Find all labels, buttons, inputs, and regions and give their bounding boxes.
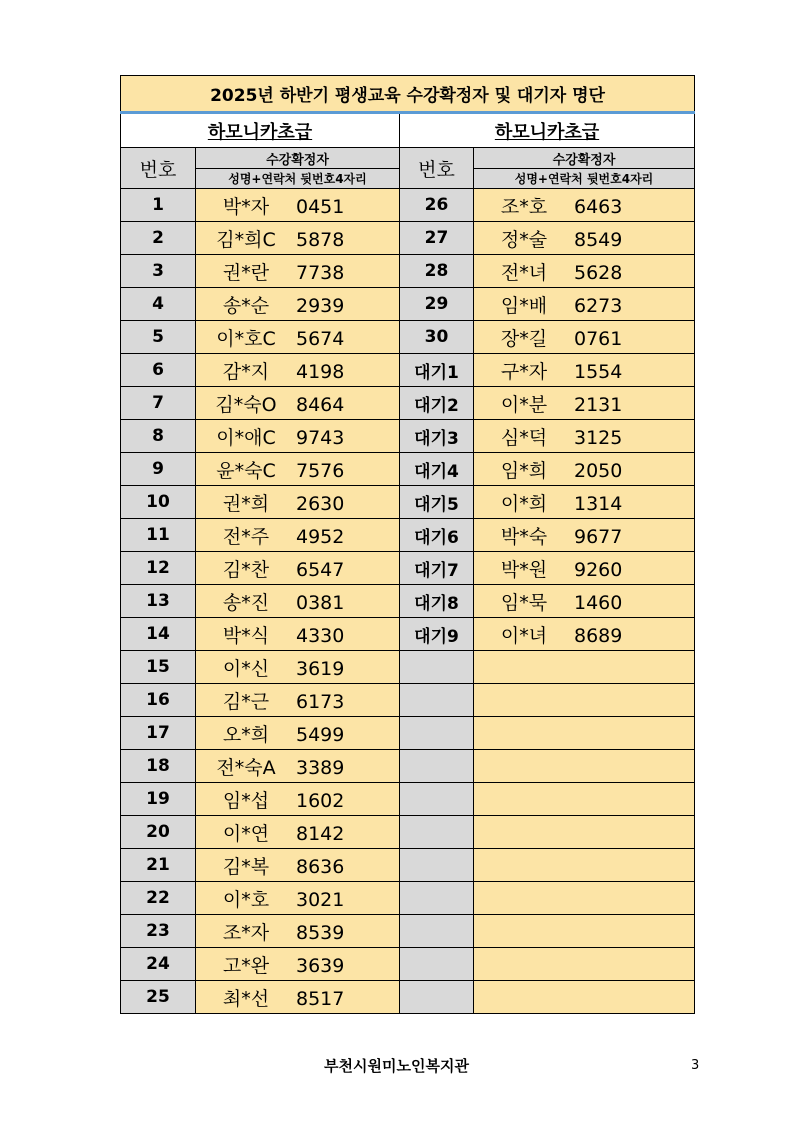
participant-entry [474, 552, 695, 585]
table-row [121, 288, 695, 321]
participant-entry [196, 288, 400, 321]
phone-last4: 4198 [296, 360, 345, 383]
phone-last4: 3619 [296, 657, 345, 680]
participant-name: 정*술 [500, 228, 548, 251]
participant-entry [196, 783, 400, 816]
phone-last4: 0381 [296, 591, 345, 614]
course-name-right: 하모니카초급 [400, 113, 695, 148]
row-number: 4 [121, 288, 196, 321]
participant-name: 오*희 [222, 723, 270, 746]
row-number: 28 [400, 255, 474, 288]
participant-entry [196, 981, 400, 1014]
empty-number-cell [400, 750, 474, 783]
empty-entry-cell [474, 651, 695, 684]
phone-last4: 1314 [574, 492, 623, 515]
row-number: 대기3 [400, 420, 474, 453]
empty-entry-cell [474, 816, 695, 849]
participant-entry [474, 486, 695, 519]
participant-name: 이*호 [222, 888, 270, 911]
participant-entry [196, 915, 400, 948]
participant-entry [474, 618, 695, 651]
table-row [121, 222, 695, 255]
roster-table [120, 75, 695, 1014]
row-number: 17 [121, 717, 196, 750]
phone-last4: 6173 [296, 690, 345, 713]
participant-name: 이*연 [222, 822, 270, 845]
table-row [121, 948, 695, 981]
empty-number-cell [400, 882, 474, 915]
row-number: 19 [121, 783, 196, 816]
participant-name: 임*묵 [500, 591, 548, 614]
row-number: 10 [121, 486, 196, 519]
empty-entry-cell [474, 783, 695, 816]
row-number: 대기6 [400, 519, 474, 552]
phone-last4: 8549 [574, 228, 623, 251]
participant-name: 이*녀 [500, 624, 548, 647]
row-number: 12 [121, 552, 196, 585]
participant-name: 윤*숙C [216, 459, 276, 482]
phone-last4: 4952 [296, 525, 345, 548]
table-row [121, 519, 695, 552]
participant-entry [196, 651, 400, 684]
row-number: 16 [121, 684, 196, 717]
phone-last4: 3389 [296, 756, 345, 779]
participant-name: 송*순 [222, 294, 270, 317]
phone-last4: 1460 [574, 591, 623, 614]
empty-entry-cell [474, 882, 695, 915]
row-number: 20 [121, 816, 196, 849]
row-number: 18 [121, 750, 196, 783]
participant-entry [474, 321, 695, 354]
participant-entry [474, 585, 695, 618]
number-header-right: 번호 [400, 148, 474, 189]
row-number: 8 [121, 420, 196, 453]
row-number: 2 [121, 222, 196, 255]
row-number: 9 [121, 453, 196, 486]
participant-name: 전*숙A [216, 756, 276, 779]
row-number: 25 [121, 981, 196, 1014]
row-number: 26 [400, 189, 474, 222]
participant-entry [196, 321, 400, 354]
participant-entry [196, 486, 400, 519]
participant-entry [196, 585, 400, 618]
empty-number-cell [400, 849, 474, 882]
phone-last4: 6547 [296, 558, 345, 581]
name-phone-header-right: 성명+연락처 뒷번호4자리 [474, 169, 695, 189]
course-name-left: 하모니카초급 [121, 113, 400, 148]
empty-number-cell [400, 684, 474, 717]
participant-name: 박*자 [222, 195, 270, 218]
participant-entry [196, 453, 400, 486]
empty-number-cell [400, 981, 474, 1014]
table-row [121, 420, 695, 453]
participant-entry [196, 552, 400, 585]
table-row [121, 915, 695, 948]
participant-name: 장*길 [500, 327, 548, 350]
phone-last4: 3125 [574, 426, 623, 449]
participant-entry [196, 420, 400, 453]
empty-entry-cell [474, 948, 695, 981]
participant-entry [474, 255, 695, 288]
row-number: 13 [121, 585, 196, 618]
participant-entry [196, 816, 400, 849]
row-number: 대기4 [400, 453, 474, 486]
phone-last4: 7738 [296, 261, 345, 284]
empty-entry-cell [474, 684, 695, 717]
row-number: 6 [121, 354, 196, 387]
participant-name: 김*숙O [215, 393, 277, 416]
participant-entry [474, 519, 695, 552]
participant-entry [196, 849, 400, 882]
row-number: 7 [121, 387, 196, 420]
table-row [121, 585, 695, 618]
table-row [121, 717, 695, 750]
empty-number-cell [400, 717, 474, 750]
participant-name: 박*식 [222, 624, 270, 647]
participant-name: 김*근 [222, 690, 270, 713]
phone-last4: 0761 [574, 327, 623, 350]
participant-name: 이*애C [216, 426, 276, 449]
phone-last4: 3639 [296, 954, 345, 977]
phone-last4: 7576 [296, 459, 345, 482]
table-row [121, 189, 695, 222]
page-number: 3 [691, 1058, 700, 1073]
participant-entry [474, 354, 695, 387]
phone-last4: 8517 [296, 987, 345, 1010]
participant-name: 임*섭 [222, 789, 270, 812]
row-number: 29 [400, 288, 474, 321]
row-number: 15 [121, 651, 196, 684]
participant-entry [474, 288, 695, 321]
empty-entry-cell [474, 981, 695, 1014]
empty-number-cell [400, 783, 474, 816]
table-row [121, 750, 695, 783]
row-number: 대기1 [400, 354, 474, 387]
participant-entry [196, 750, 400, 783]
table-row [121, 684, 695, 717]
confirmed-header-left: 수강확정자 [196, 148, 400, 169]
participant-name: 최*선 [222, 987, 270, 1010]
participant-entry [196, 519, 400, 552]
phone-last4: 2131 [574, 393, 623, 416]
row-number: 대기2 [400, 387, 474, 420]
participant-entry [196, 189, 400, 222]
phone-last4: 5878 [296, 228, 345, 251]
participant-name: 구*자 [500, 360, 548, 383]
participant-name: 감*지 [222, 360, 270, 383]
participant-name: 박*숙 [500, 525, 548, 548]
table-row [121, 321, 695, 354]
participant-entry [196, 948, 400, 981]
participant-name: 이*희 [500, 492, 548, 515]
phone-last4: 9743 [296, 426, 345, 449]
table-row [121, 849, 695, 882]
phone-last4: 2939 [296, 294, 345, 317]
phone-last4: 8636 [296, 855, 345, 878]
participant-name: 권*란 [222, 261, 270, 284]
row-number: 대기5 [400, 486, 474, 519]
participant-entry [196, 255, 400, 288]
participant-name: 고*완 [222, 954, 270, 977]
participant-entry [196, 618, 400, 651]
row-number: 대기8 [400, 585, 474, 618]
phone-last4: 5628 [574, 261, 623, 284]
empty-entry-cell [474, 915, 695, 948]
phone-last4: 2630 [296, 492, 345, 515]
row-number: 14 [121, 618, 196, 651]
table-row [121, 453, 695, 486]
participant-name: 심*덕 [500, 426, 548, 449]
number-header-left: 번호 [121, 148, 196, 189]
participant-name: 김*희C [216, 228, 276, 251]
phone-last4: 6463 [574, 195, 623, 218]
row-number: 대기7 [400, 552, 474, 585]
row-number: 3 [121, 255, 196, 288]
row-number: 11 [121, 519, 196, 552]
phone-last4: 5499 [296, 723, 345, 746]
row-number: 23 [121, 915, 196, 948]
document-title: 2025년 하반기 평생교육 수강확정자 및 대기자 명단 [121, 76, 695, 113]
phone-last4: 8142 [296, 822, 345, 845]
phone-last4: 8689 [574, 624, 623, 647]
table-row [121, 387, 695, 420]
participant-entry [196, 882, 400, 915]
row-number: 24 [121, 948, 196, 981]
participant-name: 조*호 [500, 195, 548, 218]
participant-name: 김*복 [222, 855, 270, 878]
participant-entry [474, 222, 695, 255]
empty-entry-cell [474, 750, 695, 783]
participant-name: 박*원 [500, 558, 548, 581]
participant-name: 조*자 [222, 921, 270, 944]
row-number: 1 [121, 189, 196, 222]
participant-entry [196, 717, 400, 750]
table-row [121, 618, 695, 651]
confirmed-header-right: 수강확정자 [474, 148, 695, 169]
table-row [121, 486, 695, 519]
phone-last4: 8539 [296, 921, 345, 944]
participant-name: 임*배 [500, 294, 548, 317]
participant-entry [196, 222, 400, 255]
participant-name: 이*신 [222, 657, 270, 680]
table-row [121, 783, 695, 816]
participant-entry [474, 453, 695, 486]
phone-last4: 4330 [296, 624, 345, 647]
phone-last4: 5674 [296, 327, 345, 350]
empty-entry-cell [474, 849, 695, 882]
empty-number-cell [400, 948, 474, 981]
footer-organization: 부천시원미노인복지관 [324, 1057, 469, 1075]
participant-name: 전*주 [222, 525, 270, 548]
table-row [121, 981, 695, 1014]
name-phone-header-left: 성명+연락처 뒷번호4자리 [196, 169, 400, 189]
phone-last4: 9260 [574, 558, 623, 581]
phone-last4: 6273 [574, 294, 623, 317]
participant-entry [474, 420, 695, 453]
empty-number-cell [400, 816, 474, 849]
table-row [121, 552, 695, 585]
row-number: 대기9 [400, 618, 474, 651]
row-number: 5 [121, 321, 196, 354]
empty-entry-cell [474, 717, 695, 750]
table-row [121, 816, 695, 849]
row-number: 27 [400, 222, 474, 255]
participant-name: 이*호C [216, 327, 276, 350]
phone-last4: 3021 [296, 888, 345, 911]
phone-last4: 8464 [296, 393, 345, 416]
empty-number-cell [400, 651, 474, 684]
table-row [121, 882, 695, 915]
phone-last4: 1554 [574, 360, 623, 383]
row-number: 21 [121, 849, 196, 882]
participant-name: 전*녀 [500, 261, 548, 284]
participant-name: 이*분 [500, 393, 548, 416]
table-row [121, 651, 695, 684]
participant-name: 송*진 [222, 591, 270, 614]
phone-last4: 1602 [296, 789, 345, 812]
phone-last4: 0451 [296, 195, 345, 218]
participant-name: 임*희 [500, 459, 548, 482]
table-row [121, 255, 695, 288]
participant-name: 권*희 [222, 492, 270, 515]
table-row [121, 354, 695, 387]
phone-last4: 2050 [574, 459, 623, 482]
empty-number-cell [400, 915, 474, 948]
participant-name: 김*찬 [222, 558, 270, 581]
phone-last4: 9677 [574, 525, 623, 548]
row-number: 22 [121, 882, 196, 915]
row-number: 30 [400, 321, 474, 354]
participant-entry [196, 354, 400, 387]
participant-entry [196, 684, 400, 717]
participant-entry [474, 189, 695, 222]
participant-entry [474, 387, 695, 420]
participant-entry [196, 387, 400, 420]
